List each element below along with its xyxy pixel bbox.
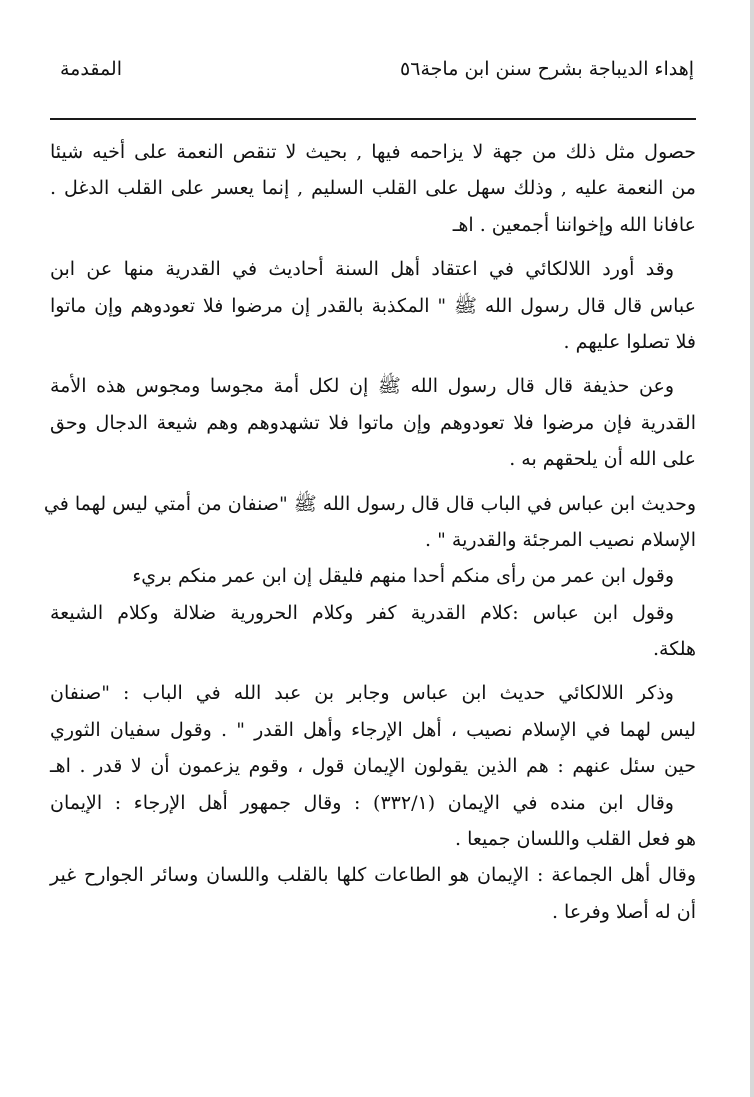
text-line: هو فعل القلب واللسان جميعا . <box>455 828 696 851</box>
body-text <box>43 134 696 930</box>
text-line: وعن حذيفة قال قال رسول الله ﷺ إن لكل أمة مجوسا ومجوس هذه الأمة <box>50 375 675 398</box>
text-line: عباس قال قال رسول الله ﷺ " المكذبة بالقدر إن مرضوا فلا تعودوهم وإن ماتوا <box>50 294 696 317</box>
book-title: إهداء الديباجة بشرح سنن ابن ماجة <box>420 58 694 80</box>
text-line: وذكر اللالكائي حديث ابن عباس وجابر بن عبد الله في الباب : "صنفان <box>50 682 674 705</box>
text-line: الإسلام نصيب المرجئة والقدرية " . <box>425 528 696 551</box>
text-line: من النعمة عليه , وذلك سهل على القلب السليم , إنما يعسر على القلب الدغل . <box>50 177 696 200</box>
text-line: وقال أهل الجماعة : الإيمان هو الطاعات كلها بالقلب واللسان وسائر الجوارح غير <box>50 864 696 887</box>
text-line: حصول مثل ذلك من جهة لا يزاحمه فيها , بحيث لا تنقص النعمة على أخيه شيئا <box>50 141 696 163</box>
text-line: عافانا الله وإخواننا أجمعين . اهـ <box>452 213 696 236</box>
text-line: القدرية فإن مرضوا فلا تعودوهم وإن ماتوا فلا تشهدوهم وهم شيعة الدجال وحق <box>50 411 696 434</box>
text-line: ليس لهما في الإسلام نصيب ، أهل الإرجاء وأهل القدر " . وقول سفيان الثوري <box>50 718 696 741</box>
text-line: وقول ابن عباس :كلام القدرية كفر وكلام الحرورية ضلالة وكلام الشيعة <box>50 601 674 624</box>
text-line: فلا تصلوا عليهم . <box>563 330 696 353</box>
text-line: وقول ابن عمر من رأى منكم أحدا منهم فليقل إن ابن عمر منكم بريء <box>132 565 674 588</box>
text-line: وقد أورد اللالكائي في اعتقاد أهل السنة أحاديث في القدرية منها عن ابن <box>50 258 674 281</box>
text-line: على الله أن يلحقهم به . <box>509 448 696 471</box>
text-line: حين سئل عنهم : هم الذين يقولون الإيمان قول ، وقوم يزعمون أن لا قدر . اهـ <box>50 755 696 778</box>
running-header <box>60 58 694 92</box>
text-line: وقال ابن منده في الإيمان (٣٣٢/١) : وقال جمهور أهل الإرجاء : الإيمان <box>50 791 674 814</box>
chapter-name: المقدمة <box>60 58 123 80</box>
text-line: وحديث ابن عباس في الباب قال قال رسول الله ﷺ "صنفان من أمتي ليس لهما في <box>43 492 696 515</box>
header-rule <box>50 118 696 120</box>
scan-edge <box>750 0 754 1097</box>
page-number: ٥٦ <box>400 58 421 80</box>
text-line: هلكة. <box>652 638 696 661</box>
text-line: أن له أصلا وفرعا . <box>551 900 696 923</box>
